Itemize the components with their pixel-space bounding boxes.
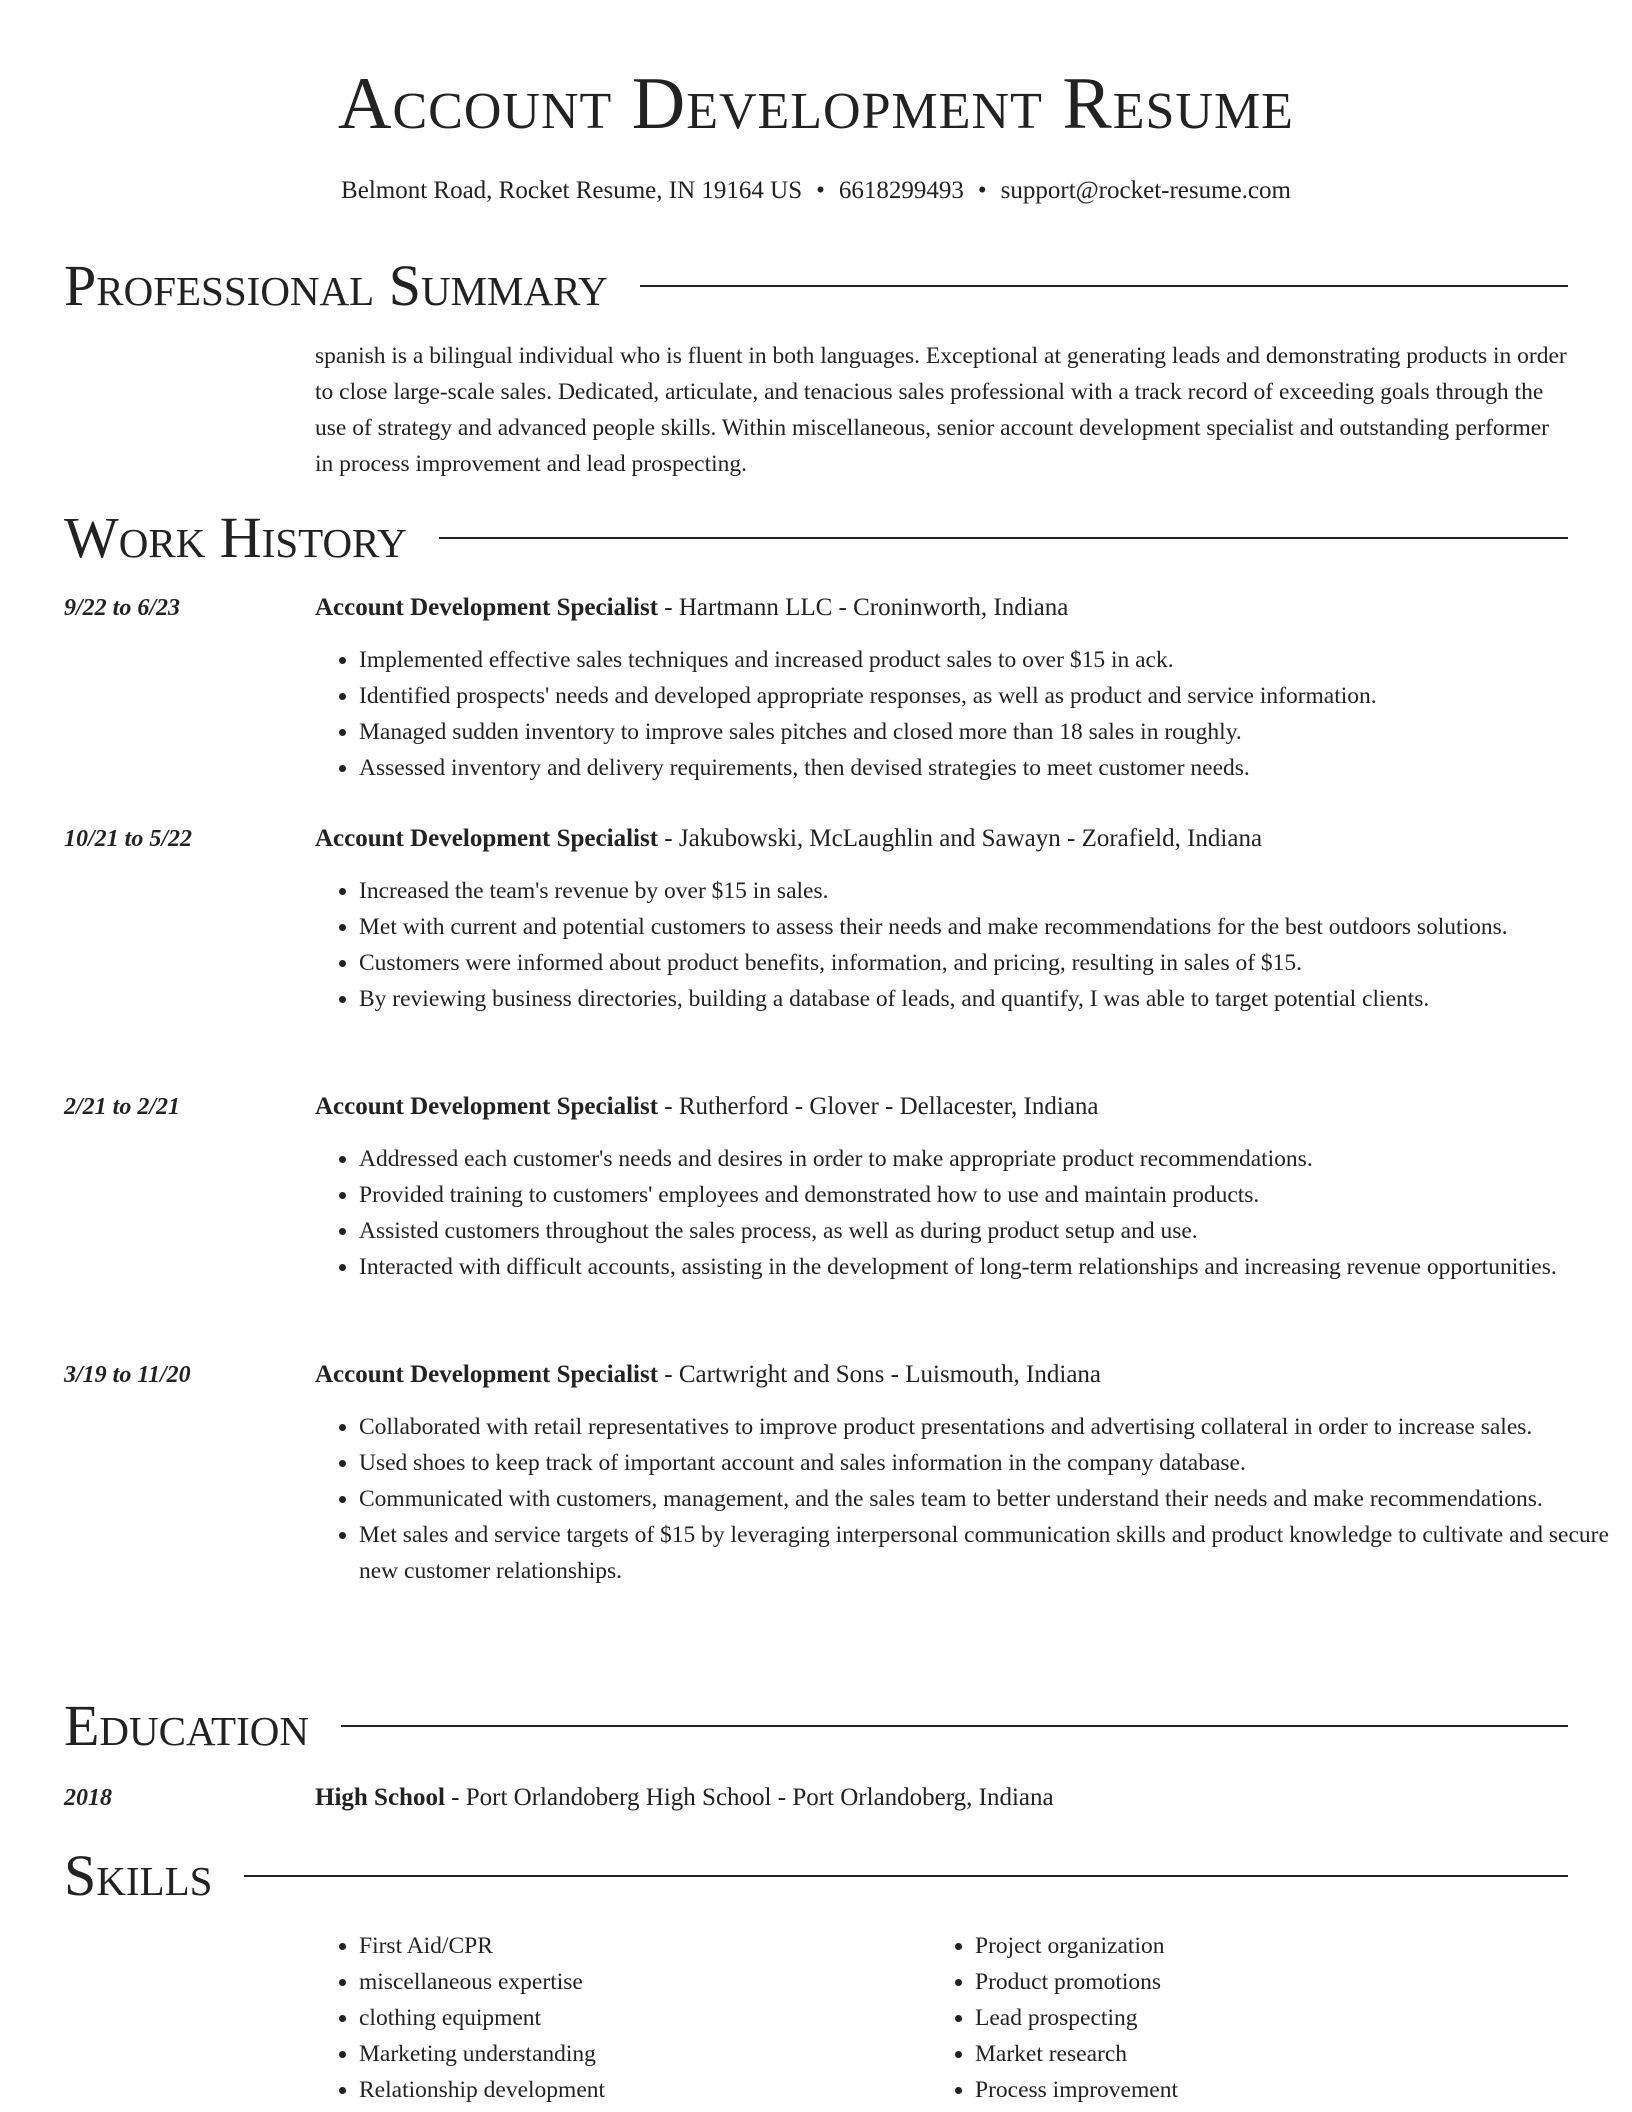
job-dates: 2/21 to 2/21 <box>64 1094 181 1120</box>
education-heading: Education <box>64 1693 309 1758</box>
job-bullet: • Identified prospects' needs and developed appropriate responses, as well as product and service information. <box>359 678 1612 714</box>
job-role <box>315 590 1068 626</box>
job-dates: 3/19 to 11/20 <box>64 1362 191 1388</box>
job-bullets <box>315 642 1612 786</box>
section-divider <box>244 1875 1568 1877</box>
summary-heading: Professional Summary <box>64 253 608 318</box>
skill-item: • Process improvement <box>975 2072 1575 2108</box>
job-bullet: • Implemented effective sales techniques and increased product sales to over $15 in ack. <box>359 642 1612 678</box>
job-bullet: • By reviewing business directories, building a database of leads, and quantify, I was able to target potential clients. <box>359 981 1612 1017</box>
skill-item: • miscellaneous expertise <box>359 1964 929 2000</box>
contact-separator: • <box>977 177 987 204</box>
education-year: 2018 <box>64 1785 112 1811</box>
skill-item: • Relationship development <box>359 2072 929 2108</box>
job-bullet: • Managed sudden inventory to improve sales pitches and closed more than 18 sales in roughly. <box>359 714 1612 750</box>
skill-item: • Marketing understanding <box>359 2036 929 2072</box>
skills-list-left <box>315 1928 929 2108</box>
job-role <box>315 1089 1099 1125</box>
job-title: Account Development Specialist <box>315 1361 659 1388</box>
education-details: - Port Orlandoberg High School - Port Orlandoberg, Indiana <box>444 1784 1054 1811</box>
skills-heading: Skills <box>64 1843 213 1908</box>
job-title: Account Development Specialist <box>315 825 659 852</box>
skills-section-heading <box>64 1843 1568 1908</box>
contact-separator: • <box>816 177 825 204</box>
job-bullet: • Communicated with customers, management, and the sales team to better understand their needs and make recommendations. <box>359 1481 1612 1517</box>
education-section-heading <box>64 1693 1568 1758</box>
job-bullet: • Assisted customers throughout the sales process, as well as during product setup and use. <box>359 1213 1612 1249</box>
contact-address: Belmont Road, Rocket Resume, IN 19164 US <box>341 177 803 204</box>
job-details: - Hartmann LLC - Croninworth, Indiana <box>658 594 1069 621</box>
job-bullets <box>315 1141 1612 1285</box>
job-bullet: • Addressed each customer's needs and desires in order to make appropriate product recommendations. <box>359 1141 1612 1177</box>
contact-email: support@rocket-resume.com <box>1000 177 1291 204</box>
skill-item: • Project organization <box>975 1928 1575 1964</box>
job-dates: 10/21 to 5/22 <box>64 826 193 852</box>
section-divider <box>439 537 1568 539</box>
job-bullet: • Assessed inventory and delivery requirements, then devised strategies to meet customer needs. <box>359 750 1612 786</box>
education-degree: High School <box>315 1784 445 1811</box>
job-bullet: • Used shoes to keep track of important account and sales information in the company database. <box>359 1445 1612 1481</box>
job-bullet: • Met with current and potential customers to assess their needs and make recommendations for the best outdoors solutions. <box>359 909 1612 945</box>
job-bullet: • Customers were informed about product benefits, information, and pricing, resulting in sales of $15. <box>359 945 1612 981</box>
page-title: Account Development Resume <box>338 63 1294 145</box>
job-bullet: • Collaborated with retail representatives to improve product presentations and advertising collateral in order to increase sales. <box>359 1409 1612 1445</box>
skill-item: • Market research <box>975 2036 1575 2072</box>
contact-phone: 6618299493 <box>838 177 964 204</box>
job-dates: 9/22 to 6/23 <box>64 595 181 621</box>
contact-line <box>0 175 1632 207</box>
job-bullets <box>315 1409 1612 1589</box>
job-details: - Rutherford - Glover - Dellacester, Indiana <box>658 1093 1099 1120</box>
section-divider <box>640 285 1568 287</box>
skill-item: • Product promotions <box>975 1964 1575 2000</box>
job-details: - Jakubowski, McLaughlin and Sawayn - Zorafield, Indiana <box>658 825 1263 852</box>
job-bullet: • Interacted with difficult accounts, assisting in the development of long-term relationships and increasing revenue opportunities. <box>359 1249 1612 1285</box>
work-heading: Work History <box>64 505 407 570</box>
job-details: - Cartwright and Sons - Luismouth, Indiana <box>658 1361 1102 1388</box>
job-bullet: • Increased the team's revenue by over $15 in sales. <box>359 873 1612 909</box>
summary-text: spanish is a bilingual individual who is fluent in both languages. Exceptional at generating leads and demonstrating products in order to close large-scale sales. Dedicated, articulate, and tenacious sales professional with a track record of exceeding goals through the use of strategy and advanced people skills. Within miscellaneous, senior account development specialist and outstanding performer in process improvement and lead prospecting. <box>315 343 1567 477</box>
summary-section-heading <box>64 253 1568 318</box>
job-title: Account Development Specialist <box>315 594 659 621</box>
job-bullet: • Provided training to customers' employees and demonstrated how to use and maintain products. <box>359 1177 1612 1213</box>
skill-item: • Lead prospecting <box>975 2000 1575 2036</box>
education-role <box>315 1780 1054 1816</box>
job-role <box>315 821 1262 857</box>
job-title: Account Development Specialist <box>315 1093 659 1120</box>
job-bullet: • Met sales and service targets of $15 by leveraging interpersonal communication skills and product knowledge to cultivate and secure new customer relationships. <box>359 1517 1612 1589</box>
section-divider <box>341 1725 1568 1727</box>
work-section-heading <box>64 505 1568 570</box>
job-role <box>315 1357 1101 1393</box>
job-bullets <box>315 873 1612 1017</box>
skill-item: • clothing equipment <box>359 2000 929 2036</box>
skills-list-right <box>931 1928 1575 2108</box>
skill-item: • First Aid/CPR <box>359 1928 929 1964</box>
